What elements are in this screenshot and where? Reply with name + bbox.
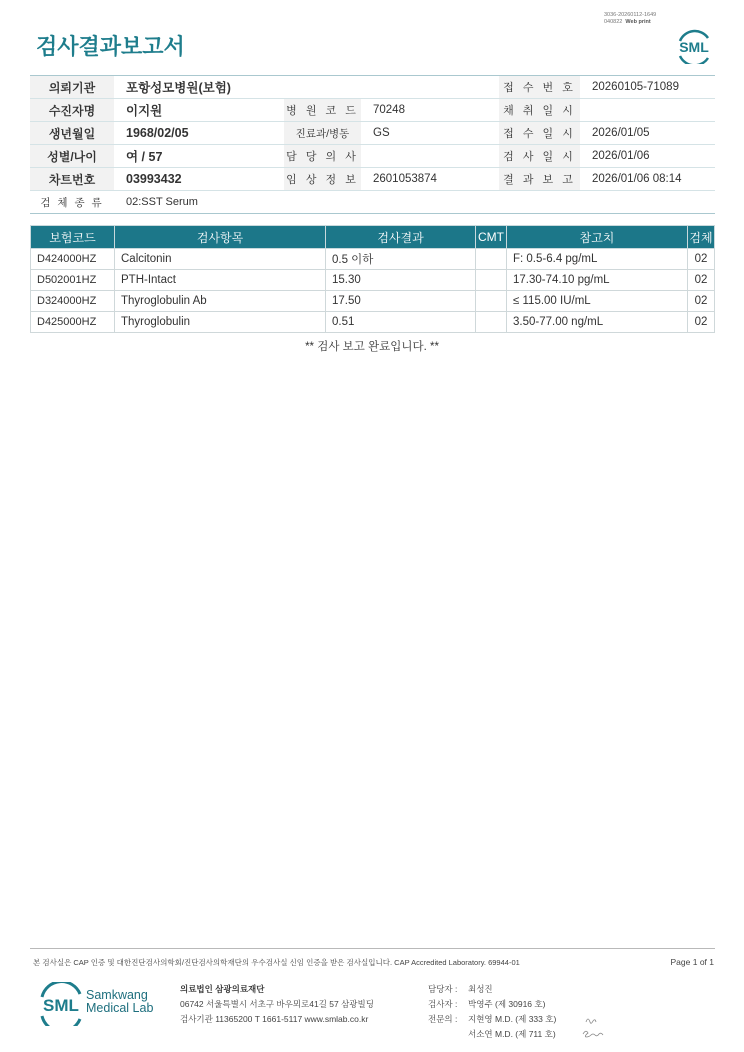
- staff-row: [428, 982, 556, 997]
- test-item-cell: PTH-Intact: [115, 270, 326, 291]
- web-print-label: Web print: [625, 19, 651, 25]
- collection-date-label: 채 취 일 시: [499, 99, 580, 122]
- staff-name: 지현영 M.D. (제 333 호): [468, 1014, 557, 1024]
- sex-age-label: 성별/나이: [30, 145, 114, 168]
- hospital-code-label: 병 원 코 드: [284, 99, 361, 122]
- organization-contact: 검사기관 11365200 T 1661-5117 www.smlab.co.kr: [180, 1014, 369, 1024]
- staff-role: [428, 1027, 468, 1042]
- test-item-cell: Thyroglobulin: [115, 312, 326, 333]
- sml-footer-logo-icon: [36, 982, 86, 1026]
- sex-age-value: 여 / 57: [114, 145, 284, 168]
- staff-row: [428, 997, 556, 1012]
- collection-date-value: [580, 99, 715, 122]
- test-result-cell: 0.51: [326, 312, 476, 333]
- staff-role: 검사자 :: [428, 999, 458, 1009]
- col-insurance-code: 보험코드: [31, 226, 115, 249]
- svg-text:SML: SML: [43, 996, 79, 1015]
- receipt-date-value: 2026/01/05: [580, 122, 715, 145]
- table-row: [31, 291, 715, 312]
- report-date-label: 결 과 보 고: [499, 168, 580, 191]
- specimen-type-label: 검 체 종 류: [30, 191, 114, 214]
- requester-value: 포항성모병원(보험): [114, 76, 499, 99]
- footer-staff: [428, 982, 556, 1042]
- patient-name-value: 이지원: [114, 99, 284, 122]
- insurance-code-cell: D502001HZ: [31, 270, 115, 291]
- birthdate-value: 1968/02/05: [114, 122, 284, 145]
- organization-name: 의료법인 삼광의료재단: [180, 984, 265, 994]
- insurance-code-cell: D425000HZ: [31, 312, 115, 333]
- test-result-cell: 17.50: [326, 291, 476, 312]
- cmt-cell: [476, 312, 507, 333]
- col-specimen: 검체: [688, 226, 715, 249]
- receipt-date-label: 접 수 일 시: [499, 122, 580, 145]
- staff-role: 전문의 :: [428, 1014, 458, 1024]
- clinical-info-value: 2601053874: [361, 168, 499, 191]
- info-row: [30, 145, 715, 168]
- receipt-number-label: 접 수 번 호: [499, 76, 580, 99]
- clinical-info-label: 임 상 정 보: [284, 168, 361, 191]
- table-row: [31, 312, 715, 333]
- test-result-cell: 0.5 이하: [326, 249, 476, 270]
- requester-label: 의뢰기관: [30, 76, 114, 99]
- test-item-cell: Thyroglobulin Ab: [115, 291, 326, 312]
- reference-cell: F: 0.5-6.4 pg/mL: [507, 249, 688, 270]
- organization-address: 06742 서울특별시 서초구 바우뫼로41길 57 삼광빌딩: [180, 999, 374, 1009]
- col-test-result: 검사결과: [326, 226, 476, 249]
- table-row: [31, 270, 715, 291]
- brand-line-2: Medical Lab: [86, 1001, 154, 1015]
- web-print-stamp: [604, 12, 656, 26]
- doctor-label: 담 당 의 사: [284, 145, 361, 168]
- staff-row: [428, 1027, 556, 1042]
- receipt-number-value: 20260105-71089: [580, 76, 715, 99]
- test-date-label: 검 사 일 시: [499, 145, 580, 168]
- footer-brand: [86, 989, 153, 1015]
- info-row: [30, 122, 715, 145]
- results-table: [30, 225, 715, 333]
- staff-row: [428, 1012, 556, 1027]
- col-reference: 참고치: [507, 226, 688, 249]
- footer-organization: [180, 982, 374, 1027]
- info-row: [30, 168, 715, 191]
- reference-cell: ≤ 115.00 IU/mL: [507, 291, 688, 312]
- department-label: 진료과/병동: [284, 122, 361, 145]
- reference-cell: 17.30-74.10 pg/mL: [507, 270, 688, 291]
- staff-name: 서소연 M.D. (제 711 호): [468, 1029, 556, 1039]
- test-result-cell: 15.30: [326, 270, 476, 291]
- svg-text:SML: SML: [679, 39, 709, 55]
- page-number: Page 1 of 1: [670, 957, 714, 967]
- specimen-type-value: 02:SST Serum: [114, 191, 715, 214]
- specimen-cell: 02: [688, 312, 715, 333]
- footer-divider: [30, 948, 715, 949]
- test-date-value: 2026/01/06: [580, 145, 715, 168]
- patient-name-label: 수진자명: [30, 99, 114, 122]
- col-cmt: CMT: [476, 226, 507, 249]
- staff-name: 최성진: [468, 984, 493, 994]
- specimen-cell: 02: [688, 291, 715, 312]
- table-row: [31, 249, 715, 270]
- page-title: 검사결과보고서: [36, 34, 185, 59]
- certification-note: 본 검사실은 CAP 인증 및 대한진단검사의학회/진단검사의학재단의 우수검사실 신임 인증을 받은 검사실입니다. CAP Accredited Laboratory. 69944-01: [33, 958, 520, 967]
- test-item-cell: Calcitonin: [115, 249, 326, 270]
- results-header-row: [31, 226, 715, 249]
- patient-info-table: [30, 75, 715, 214]
- staff-name: 박영주 (제 30916 호): [468, 999, 546, 1009]
- insurance-code-cell: D424000HZ: [31, 249, 115, 270]
- doctor-value: [361, 145, 499, 168]
- department-value: GS: [361, 122, 499, 145]
- info-row: [30, 191, 715, 214]
- birthdate-label: 생년월일: [30, 122, 114, 145]
- insurance-code-cell: D324000HZ: [31, 291, 115, 312]
- cmt-cell: [476, 291, 507, 312]
- reference-cell: 3.50-77.00 ng/mL: [507, 312, 688, 333]
- info-row: [30, 99, 715, 122]
- col-test-item: 검사항목: [115, 226, 326, 249]
- web-print-id: 3036-20260112-1649: [604, 12, 657, 18]
- cmt-cell: [476, 270, 507, 291]
- info-row: [30, 76, 715, 99]
- report-date-value: 2026/01/06 08:14: [580, 168, 715, 191]
- cmt-cell: [476, 249, 507, 270]
- staff-role: 담당자 :: [428, 984, 458, 994]
- web-print-code: 040822: [604, 19, 623, 25]
- chart-number-value: 03993432: [114, 168, 284, 191]
- chart-number-label: 차트번호: [30, 168, 114, 191]
- hospital-code-value: 70248: [361, 99, 499, 122]
- brand-line-1: Samkwang: [86, 988, 148, 1002]
- report-complete-note: ** 검사 보고 완료입니다. **: [305, 341, 439, 353]
- specimen-cell: 02: [688, 249, 715, 270]
- sml-logo-icon: [674, 28, 714, 64]
- specimen-cell: 02: [688, 270, 715, 291]
- signature-icon: [580, 1010, 610, 1040]
